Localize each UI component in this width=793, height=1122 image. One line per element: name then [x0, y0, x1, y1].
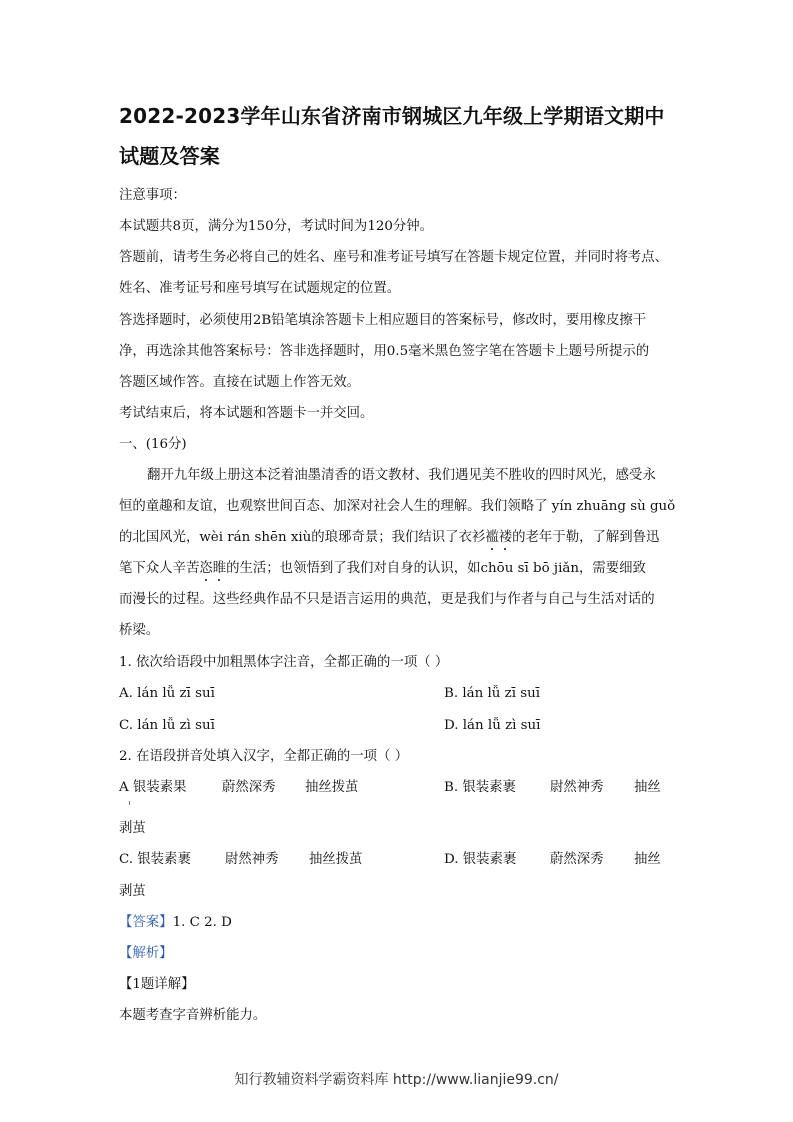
detail-text: 本题考查字音辨析能力。: [119, 1008, 267, 1023]
notice-item-3c: 答题区域作答。直接在试题上作答无效。: [119, 375, 361, 390]
title-line-2: 试题及答案: [119, 144, 220, 168]
detail-label: 【1题详解】: [119, 977, 195, 992]
option-b-word-2: 尉然神秀: [550, 780, 604, 795]
option-a: A. lán lǚ zī suī: [119, 686, 215, 701]
option-a-word-3: 抽丝拨茧: [305, 780, 359, 795]
option-a-word-2: 蔚然深秀: [222, 780, 276, 795]
notice-item-1: 本试题共8页，满分为150分，考试时间为120分钟。: [119, 219, 434, 234]
option-d-word-2: 蔚然深秀: [550, 852, 604, 867]
option-d: D. 银装素裹: [444, 852, 517, 867]
question-1-stem: 1. 依次给语段中加粗黑体字注音，全都正确的一项（ ）: [119, 655, 449, 670]
option-c-word-2: 尉然神秀: [225, 852, 279, 867]
option-c: C. 银装素裹: [119, 852, 191, 867]
document-title: [119, 96, 679, 176]
option-b: B. lán lǚ zī suī: [444, 686, 541, 701]
notice-item-2a: 答题前，请考生务必将自己的姓名、座号和准考证号填写在答题卡规定位置，并同时将考点、: [119, 250, 669, 265]
stray-mark: [129, 801, 130, 805]
passage-line-6: 桥梁。: [119, 623, 160, 638]
answer-label: 【答案】: [119, 915, 173, 930]
analysis-label: 【解析】: [119, 946, 173, 961]
emphasized-char: 褛: [498, 530, 513, 545]
passage-text: 的北国风光，wèi rán shēn xiù的琅琊奇景；我们结识了衣衫: [119, 530, 486, 545]
passage-line-2: 恒的童趣和友谊，也观察世间百态、加深对社会人生的理解。我们领略了 yín zhuāng sù guǒ: [119, 499, 676, 514]
notice-item-4: 考试结束后，将本试题和答题卡一并交回。: [119, 406, 374, 421]
emphasized-char: 恣: [199, 561, 213, 576]
option-d-word-3: 抽丝: [634, 852, 661, 867]
answer-line: [119, 913, 232, 933]
option-a: A 银装素果: [119, 780, 187, 795]
passage-text: 笔下众人辛苦: [119, 561, 200, 576]
footer-watermark: 知行教辅资料学霸资料库 http://www.lianjie99.cn/: [234, 1072, 559, 1088]
option-b-word-3: 抽丝: [634, 780, 661, 795]
notice-heading: 注意事项：: [119, 188, 186, 203]
option-b: B. 银装素裹: [444, 780, 516, 795]
section-heading-1: 一、(16分): [119, 437, 187, 452]
notice-item-2b: 姓名、准考证号和座号填写在试题规定的位置。: [119, 281, 401, 296]
option-c-word-3: 抽丝拨茧: [309, 852, 363, 867]
option-c: C. lán lǚ zì suī: [119, 718, 215, 733]
option-d: D. lán lǚ zì suī: [444, 718, 541, 733]
notice-item-3a: 答选择题时，必须使用2B铅笔填涂答题卡上相应题目的答案标号，修改时，要用橡皮擦干: [119, 313, 647, 328]
answer-text: 1. C 2. D: [172, 915, 232, 930]
option-b-continued: 剥茧: [119, 821, 146, 836]
passage-line-1: 翻开九年级上册这本泛着油墨清香的语文教材、我们遇见美不胜收的四时风光，感受永: [147, 468, 656, 483]
passage-line-4: [119, 559, 646, 579]
notice-item-3b: 净，再选涂其他答案标号：答非选择题时，用0.5毫米黑色签字笔在答题卡上题号所提示的: [119, 344, 650, 359]
passage-text: 的生活；也领悟到了我们对自身的认识，如chōu sī bō jiǎn，需要细致: [226, 561, 646, 576]
emphasized-char: 褴: [485, 530, 499, 545]
passage-text: 的老年于勒，了解到鲁迅: [512, 530, 660, 545]
passage-line-5: 而漫长的过程。这些经典作品不只是语言运用的典范，更是我们与作者与自己与生活对话的: [119, 592, 655, 607]
option-d-continued: 剥茧: [119, 884, 146, 899]
emphasized-char: 睢: [212, 561, 227, 576]
passage-line-3: [119, 528, 659, 548]
question-2-stem: 2. 在语段拼音处填入汉字，全都正确的一项（ ）: [119, 749, 409, 764]
title-line-1: 2022-2023学年山东省济南市钢城区九年级上学期语文期中: [119, 104, 665, 128]
